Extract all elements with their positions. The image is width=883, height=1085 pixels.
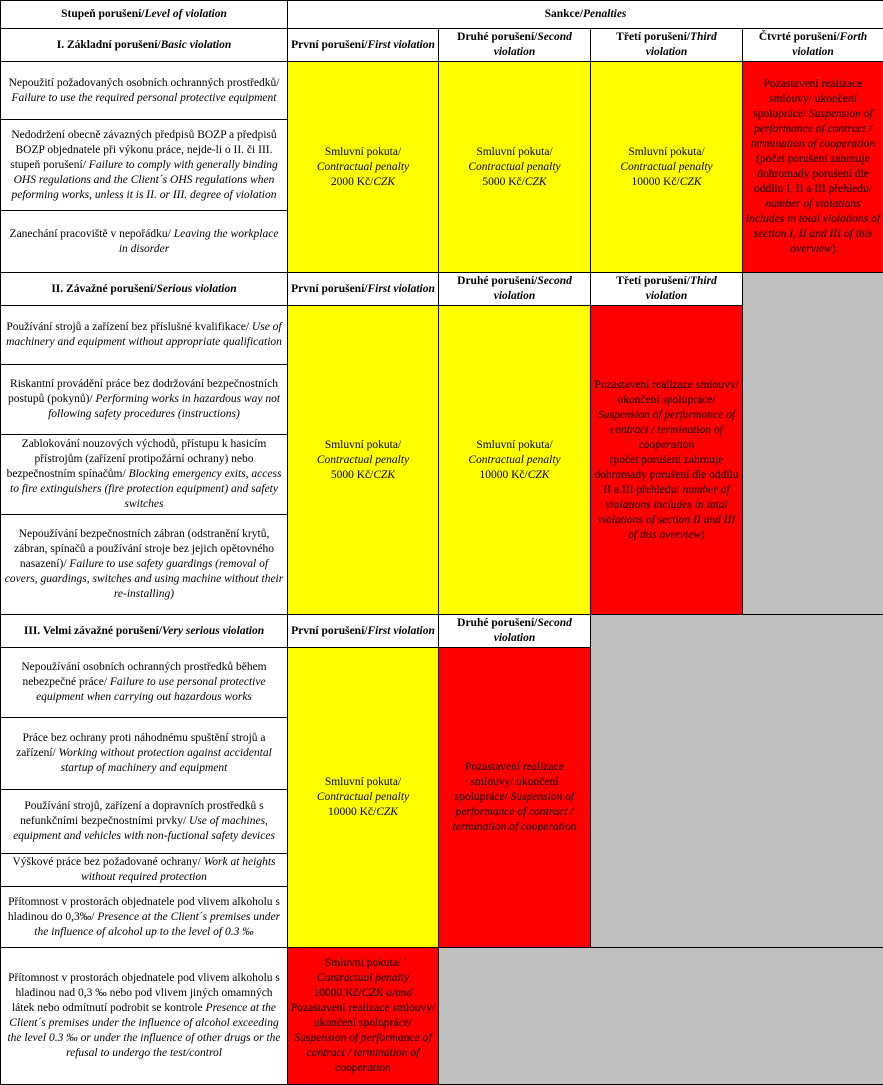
violation-item: Nepoužití požadovaných osobních ochranných prostředků/ Failure to use the required personal protective equipment (1, 62, 288, 120)
penalty-cell: Smluvní pokuta/ Contractual penalty 2000 Kč/CZK (288, 62, 439, 273)
violation-item: Přítomnost v prostorách objednatele pod vlivem alkoholu s hladinou do 0,3‰/ Presence at the Client´s premises under the influence of alcohol up to the level of 0.3 ‰ (1, 887, 288, 948)
section-3-title: III. Velmi závažné porušení/Very serious violation (1, 615, 288, 648)
penalty-cell: Smluvní pokuta/ Contractual penalty 10000 Kč/CZK (439, 306, 591, 615)
col-second-violation: Druhé porušení/Second violation (439, 273, 591, 306)
penalty-cell: Pozastavení realizace smlouvy/ ukončení spolupráce/ Suspension of performance of contract / termination of cooperation (počet porušení zahrnuje dohromady porušení dle oddílu II a III přehledu/ number of violations includes in total violations of section II and III of this overview) (591, 306, 743, 615)
violation-item: Práce bez ochrany proti náhodnému spuštění strojů a zařízení/ Working without protection against accidental startup of machinery and equipment (1, 718, 288, 790)
col-second-violation: Druhé porušení/Second violation (439, 29, 591, 62)
penalty-cell: Smluvní pokuta/ Contractual penalty 10000 Kč/CZK (288, 648, 439, 948)
penalties-header: Sankce/Penalties (288, 1, 883, 29)
penalty-cell: Smluvní pokuta/ Contractual penalty 5000 Kč/CZK (288, 306, 439, 615)
violation-item: Používání strojů a zařízení bez příslušné kvalifikace/ Use of machinery and equipment without appropriate qualification (1, 306, 288, 365)
penalty-cell: Smluvní pokuta/ Contractual penalty 5000 Kč/CZK (439, 62, 591, 273)
violation-item: Nedodržení obecně závazných předpisů BOZP a předpisů BOZP objednatele při výkonu práce, nejde-li o II. či III. stupeň porušení/ Failure to comply with generally binding OHS regulations and the Client´s OHS regulations when peforming works, unless it is II. or III. degree of violation (1, 120, 288, 211)
violation-item: Nepoužívání bezpečnostních zábran (odstranění krytů, zábran, spínačů a používání stroje bez jejich opětovného nasazení)/ Failure to use safety guardings (removal of covers, guardings, switches and using machine without their re-installing) (1, 515, 288, 615)
violation-item: Riskantní provádění práce bez dodržování bezpečnostních postupů (pokynů)/ Performing works in hazardous way not following safety procedures (instructions) (1, 365, 288, 435)
penalty-cell: Smluvní pokuta/ Contractual penalty 10000 Kč/CZK a/and Pozastavení realizace smlouvy/ ukončení spolupráce/ Suspension of performance of contract / termination of cooperation (288, 948, 439, 1085)
col-first-violation: První porušení/First violation (288, 615, 439, 648)
violation-item: Používání strojů, zařízení a dopravních prostředků s nefunkčními bezpečnostními prvky/ Use of machines, equipment and vehicles with non-fuctional safety devices (1, 790, 288, 854)
blank-cell (591, 615, 883, 948)
col-first-violation: První porušení/First violation (288, 29, 439, 62)
violation-item: Výškové práce bez požadované ochrany/ Work at heights without required protection (1, 854, 288, 887)
blank-cell (439, 948, 883, 1085)
section-1-title: I. Základní porušení/Basic violation (1, 29, 288, 62)
level-header: Stupeň porušení/Level of violation (1, 1, 288, 29)
violation-item: Zablokování nouzových východů, přístupu k hasicím přístrojům (zařízení protipožární ochrany) nebo bezpečnostním spínačům/ Blocking emergency exits, access to fire extinguishers (fire protection equipment) and safety switches (1, 435, 288, 515)
col-second-violation: Druhé porušení/Second violation (439, 615, 591, 648)
penalty-cell: Smluvní pokuta/ Contractual penalty 10000 Kč/CZK (591, 62, 743, 273)
col-fourth-violation: Čtvrté porušení/Forth violation (743, 29, 883, 62)
col-first-violation: První porušení/First violation (288, 273, 439, 306)
penalty-cell: Pozastavení realizace smlouvy/ ukončení spolupráce/ Suspension of performance of contract / termination of cooperation (439, 648, 591, 948)
violation-item: Nepoužívání osobních ochranných prostředků během nebezpečné práce/ Failure to use personal protective equipment when carrying out hazardous works (1, 648, 288, 718)
violation-item: Zanechání pracoviště v nepořádku/ Leaving the workplace in disorder (1, 211, 288, 273)
penalty-cell: Pozastavení realizace smlouvy/ ukončení spolupráce/ Suspension of performance of contract / termination of cooperation (počet porušení zahrnuje dohromady porušení dle oddílu I, II a III přehledu/ number of violations includes in total violations of section I, II and III of this overview) (743, 62, 883, 273)
section-2-title: II. Závažné porušení/Serious violation (1, 273, 288, 306)
col-third-violation: Třetí porušení/Third violation (591, 29, 743, 62)
blank-cell (743, 273, 883, 615)
violation-item: Přítomnost v prostorách objednatele pod vlivem alkoholu s hladinou nad 0,3 ‰ nebo pod vlivem jiných omamných látek nebo odmítnutí podrobit se kontrole Presence at the Client´s premises under the influence of alcohol exceeding the level 0.3 ‰ or under the influence of other drugs or the refusal to undergo the test/control (1, 948, 288, 1085)
col-third-violation: Třetí porušení/Third violation (591, 273, 743, 306)
